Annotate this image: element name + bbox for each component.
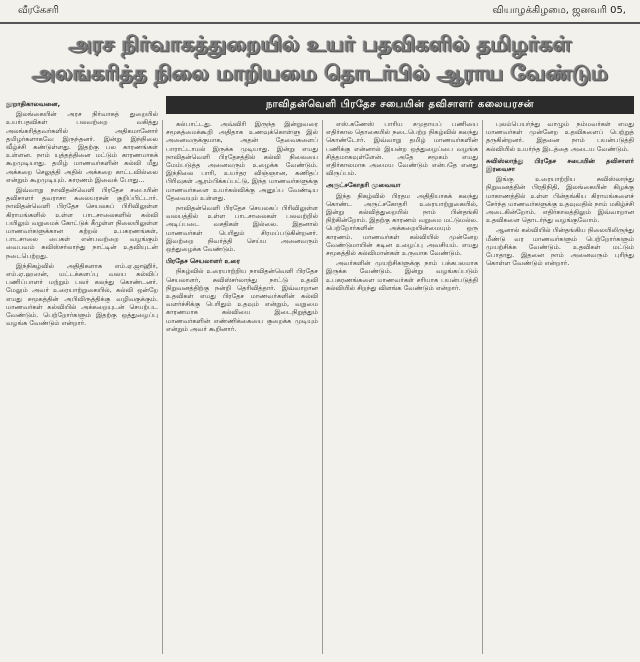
column-subheading: அருட்சகோதரி முவைவா	[326, 181, 401, 190]
byline-banner: நாவிதன்வெளி பிரதேச சபையின் தவிசாளர் கலையரசன்	[166, 96, 634, 114]
column-paragraph: நூறாதிகாலவனை,	[6, 100, 61, 108]
column-paragraph: இவ்வாறு நாவிதன்வெளி பிரதேச சபையின் தவிசாளர் தவராசா கலையரசன் குறிப்பிட்டார். நாவிதன்வெளி பிரதேச செயலகப் பிரிவிலுள்ள கிராமங்களில் உள்ள பாடசாலைகளில் கல்வி பயிலும் வறுமைக் கோட்டுக் கீழுள்ள நிலையிலுள்ள மாணவர்களுக்கான கற்றல் உபகரணங்கள், பாடசாலை பைகள் என்பவற்றை வழங்கும் வைபவம் சுவிஸ்சர்லாந்து நாட்டின் உதவியுடன் நடைபெற்றது.	[6, 186, 158, 260]
column-paragraph: இங்கு உரையாற்றிய சுவிஸ்லாந்து நிறுவனத்தின் பிரதிநிதி, இலங்கையின் கிழக்கு மாகாணத்தில் உள்ள பின்தங்கிய கிராமங்களைச் சேர்ந்த மாணவர்களுக்கு உதவுவதில் நாம் மகிழ்ச்சி அடைகின்றோம். எதிர்காலத்திலும் இவ்வாறான உதவிகளை தொடர்ந்து வழங்குவோம்.	[486, 175, 634, 225]
column-4	[486, 120, 634, 656]
column-2	[166, 120, 318, 656]
column-paragraph: ஆனால் கல்வியில் பின்தங்கிய நிலையிலிருந்து மீண்டு வர மாணவர்களும் பெற்றோர்களும் முயற்சிக்க வேண்டும். உதவிகள் மட்டும் போதாது. இதனை நாம் அனைவரும் புரிந்து கொள்ள வேண்டும் என்றார்.	[486, 226, 634, 268]
column-paragraph: கல்பாட்டது. அவ்விரி இருந்த இன்றுவரை சமூகத்மைக்கூறி அதிதாக உணவுக்கொள்ளு இல் அனைவருக்குமாக, அதன் தேவைகளைப் பாராட்டாமல் இருக்க முடியாது. இன்று எமது நாவிதன்வெளி பிரதேசத்தில் கல்வி நிலையை மேம்படுத்த அனைவரும் உழைக்க வேண்டும். இந்நிலை பாரி, உயர்தர விஞ்ஞான, கணிதப் பிரிவுகள் ஆரம்பிக்கப்பட்டு, இந்த மாணவர்களுக்கு மாணவர்களை உயர்கல்விக்கு அனுப்ப வேண்டிய தேவையும் உள்ளது.	[166, 120, 318, 202]
column-paragraph: இந்த நிகழ்வில் பிரதம அதிதியாகக் கலந்து கொண்ட அருட்சகோதரி உரையாற்றுகையில், இன்று கல்வித்துறையில் நாம் பின்தங்கி நிற்கின்றோம். இதற்கு காரணம் வறுமை மட்டுமல்ல. பெற்றோர்களின் அக்கறையின்மையும் ஒரு காரணம். மாணவர்கள் கல்வியில் முன்னேற வேண்டுமாயின் கடின உழைப்பு அவசியம். எமது சமூகத்தில் கல்விமான்கள் உருவாக வேண்டும்.	[326, 191, 478, 258]
headline-line-2: அலங்கரித்த நிலை மாறியமை தொடர்பில் ஆராய வேண்டும்	[31, 61, 609, 85]
column-paragraph: நிகழ்வில் உரையாற்றிய நாவிதன்வெளி பிரதேச செயலாளர், சுவிஸ்சர்லாந்து நாட்டு உதவி நிறுவனத்திற்கு நன்றி தெரிவித்தார். இவ்வாறான உதவிகள் எமது பிரதேச மாணவர்களின் கல்வி வளர்ச்சிக்கு பெரிதும் உதவும் என்றும், வறுமை காரணமாக கல்வியை இடைநிறுத்தும் மாணவர்களின் எண்ணிக்கையை குறைக்க முடியும் என்றும் அவர் கூறினார்.	[166, 267, 318, 333]
column-divider	[162, 120, 163, 654]
column-paragraph: நாவிதன்வெளி பிரதேச செயலகப் பிரிவிலுள்ள வலயத்தில் உள்ள பாடசாலைகள் பலவற்றில் அடிப்படை வசதிகள் இல்லை. இதனால் மாணவர்கள் பெரிதும் சிரமப்படுகின்றனர். இவற்றை நிவர்த்தி செய்ய அனைவரும் ஒத்துழைக்க வேண்டும்.	[166, 204, 318, 254]
column-subheading: சுவிஸ்லாந்து பிரதேச சபையின் தவிசாளர் இரவைசா	[486, 156, 634, 174]
column-paragraph: புலம்பெயர்ந்து வாழும் நம்மவர்கள் எமது மாணவர்கள் முன்னேற உதவிகளைப் பெற்றுத் தருகின்றனர். இதனை நாம் பயன்படுத்தி கல்வியில் உயர்ந்த இடத்தை அடைய வேண்டும்.	[486, 120, 634, 153]
column-paragraph: இந்நிகழ்வில் அதிதிகளாக எம்.ஏ.ஜாஹிர், எம்.ஏ.ஹஸன், மட்டக்களப்பு வலய கல்விப் பணிப்பாளர் மற்றும் பலர் கலந்து கொண்டனர். மேலும் அவர் உரையாற்றுகையில், கல்வி ஒன்றே எமது சமூகத்தின் அபிவிருத்திக்கு வழிவகுக்கும். மாணவர்கள் கல்வியில் அக்கறையுடன் செயற்பட வேண்டும். பெற்றோர்களும் இதற்கு ஒத்துழைப்பு வழங்க வேண்டும் என்றார்.	[6, 261, 158, 328]
issue-date: வியாழக்கிழமை, ஜனவரி 05,	[492, 5, 626, 16]
headline-line-1: அரச நிர்வாகத்துறையில் உயர் பதவிகளில் தமிழர்கள்	[68, 32, 572, 56]
article-body	[6, 96, 634, 658]
column-paragraph: இலங்கையின் அரச நிர்வாகத் துறையில் உயர்பதவிகள் பலவற்றை வகித்து அலங்கரித்தவர்களில் அதிகமானோர் தமிழர்களாகவே இருந்தனர். இன்று இந்நிலை வீழ்ச்சி கண்டுள்ளது. இதற்கு பல காரணங்கள் உள்ளன. நாம் யுத்தத்தினை மட்டும் காரணமாகக் கூறமுடியாது. தமிழ் மாணவர்களின் கல்வி மீது அக்கறை செலுத்தி அதில் அக்கறை காட்டவில்லை என்றும் கூறமுடியும். காரணம் இவைக் போது...	[6, 110, 158, 184]
masthead	[0, 0, 640, 24]
column-1	[6, 96, 158, 656]
column-paragraph: அவர்களின் முயற்சிகளுக்கு நாம் பக்கபலமாக இருக்க வேண்டும். இன்று வழங்கப்படும் உபகரணங்களை மாணவர்கள் சரியாக பயன்படுத்தி கல்வியில் சிறந்து விளங்க வேண்டும் என்றார்.	[326, 259, 478, 292]
column-divider	[322, 120, 323, 654]
column-paragraph: எஸ்.கணேஸ் பாரிய சமுதாயப் பணியை எதிர்கால தொகையில் நடைபெற்ற நிகழ்வில் கலந்து கொண்டோர். இவ்வாறு தமிழ் மாணவர்களின் பணிக்கு என்னால் இயன்ற ஒத்துழைப்பை வழங்க சித்தமாகவுள்ளேன். அதே சமூகம் எமது எதிர்காலமாக அமைய வேண்டும் என்பதே எனது விருப்பம்.	[326, 120, 478, 178]
paper-name: வீரகேசரி	[18, 5, 59, 16]
headline	[8, 30, 632, 88]
column-divider	[482, 120, 483, 654]
column-subheading: பிரதேச செயலாளர் உரை	[166, 257, 240, 266]
column-3	[326, 120, 478, 656]
